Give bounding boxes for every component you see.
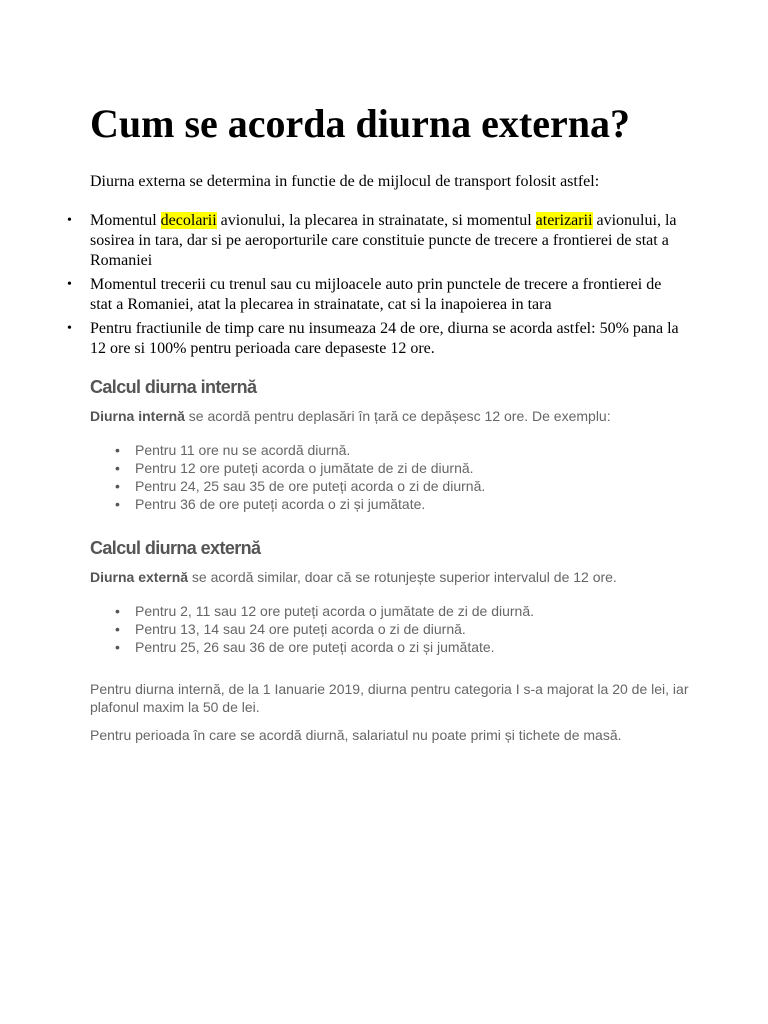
list-item: • Pentru 25, 26 sau 36 de ore puteți acorda o zi și jumătate. [135,638,690,656]
note-paragraph-plafon: Pentru diurna internă, de la 1 Ianuarie 2019, diurna pentru categoria I s-a majorat la 20 de lei, iar plafonul maxim la 50 de lei. [90,681,689,715]
list-item: • Pentru fractiunile de timp care nu insumeaza 24 de ore, diurna se acorda astfel: 50% pana la 12 ore si 100% pentru perioada care depaseste 12 ore. [90,319,690,359]
transport-bullet-list [90,211,690,359]
list-item: • Momentul decolarii avionului, la plecarea in strainatate, si momentul aterizarii avionului, la sosirea in tara, dar si pe aeroporturile care constituie puncte de trecere a frontierei de stat a Romaniei [90,211,690,271]
page-title: Cum se acorda diurna externa? [90,101,630,146]
list-item: • Pentru 13, 14 sau 24 ore puteți acorda o zi de diurnă. [135,620,690,638]
intern-examples-list [90,441,690,513]
intro-paragraph: Diurna externa se determina in functie de de mijlocul de transport folosit astfel: [90,173,600,190]
section-heading-intern: Calcul diurna internă [90,377,257,397]
extern-lead-paragraph: Diurna externă se acordă similar, doar că se rotunjește superior intervalul de 12 ore. [90,569,617,585]
list-item: • Pentru 2, 11 sau 12 ore puteți acorda o jumătate de zi de diurnă. [135,602,690,620]
section-heading-extern: Calcul diurna externă [90,538,261,558]
extern-examples-list [90,602,690,656]
list-item: • Momentul trecerii cu trenul sau cu mijloacele auto prin punctele de trecere a frontierei de stat a Romaniei, atat la plecarea in strainatate, cat si la inapoierea in tara [90,275,690,315]
document-page [90,96,690,760]
list-item: • Pentru 11 ore nu se acordă diurnă. [135,441,690,459]
highlighted-term-decolarii: decolarii [160,212,217,229]
note-paragraph-tichete: Pentru perioada în care se acordă diurnă, salariatul nu poate primi și tichete de masă. [90,727,622,743]
highlighted-term-aterizarii: aterizarii [535,212,593,229]
list-item: • Pentru 24, 25 sau 35 de ore puteți acorda o zi de diurnă. [135,477,690,495]
list-item: • Pentru 36 de ore puteți acorda o zi și jumătate. [135,495,690,513]
list-item: • Pentru 12 ore puteți acorda o jumătate de zi de diurnă. [135,459,690,477]
intern-lead-paragraph: Diurna internă se acordă pentru deplasări în țară ce depășesc 12 ore. De exemplu: [90,408,611,424]
